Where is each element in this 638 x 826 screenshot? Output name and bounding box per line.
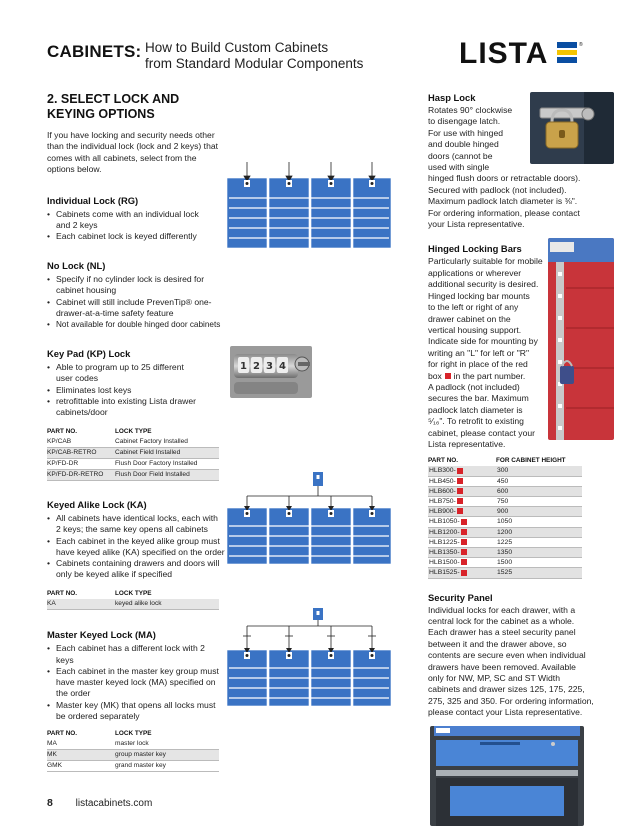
hasp-lock-block: Hasp Lock Rotates 90° clockwise to disengage latch. For use with hinged and double hinged doors (cannot be used with single hinged flush doors or retractable doors). Secured with padlock (not included). Maximum padlock latch diameter is ⅜". For ordering information, please contact your Lista representative. — [428, 92, 588, 230]
list-item: • Able to program up to 25 different user codes — [47, 362, 199, 384]
master-keyed-title: Master Keyed Lock (MA) — [47, 629, 156, 641]
red-box-icon — [461, 519, 467, 525]
table-row: KP/CAB-RETRO Cabinet Field Installed — [47, 448, 219, 459]
keyed-alike-table: PART NO. LOCK TYPE KA keyed alike lock — [47, 589, 219, 610]
page-number: 8 — [47, 797, 53, 809]
security-panel-title: Security Panel — [428, 591, 493, 603]
keypad-lock-photo — [230, 346, 312, 398]
hinged-bars-block: Hinged Locking Bars Particularly suitable for mobile applications or wherever additional security is desired. Hinged locking bar mounts to the left or right of any drawer cabinet on the vertical housing support. Indicate side for mounting by writing an "L" for left or "R" for right in place of the red box in the part number. A padlock (not included) secures the bar. Maximum padlock latch diameter is ⁵⁄₁₆". To retrofit to existing cabinet, please contact your Lista representative. PART NO. FOR CABINET HEIGHT HLB300- 300 HLB450- 450 HLB600- 600 HLB750- 750 HLB900- 900 HLB1050- 1050 HLB1200- 1200 HLB1225- 1225 HLB1350- 1350 HLB1500- 1500 HLB1525- 1525 — [428, 243, 588, 578]
table-row: HLB300- 300 — [428, 466, 582, 476]
red-box-icon — [461, 570, 467, 576]
header-subtitle-line2: from Standard Modular Components — [145, 56, 364, 71]
section-intro: If you have locking and security needs other than the individual lock (lock and 2 keys) that comes with all cabinets, select from the options below. — [47, 130, 219, 175]
red-box-icon — [461, 529, 467, 535]
table-row: HLB1050- 1050 — [428, 517, 582, 527]
master-keyed-table: PART NO. LOCK TYPE MA master lock MK group master key GMK grand master key — [47, 729, 219, 772]
table-row: HLB1350- 1350 — [428, 548, 582, 558]
table-row: HLB450- 450 — [428, 476, 582, 486]
no-lock-block — [47, 260, 227, 330]
list-item: • Each cabinet in the keyed alike group must have keyed alike (KA) specified on the order — [47, 536, 225, 558]
list-item: • Specify if no cylinder lock is desired for cabinet housing — [47, 274, 222, 296]
list-item: • Not available for double hinged door cabinets — [47, 319, 222, 330]
individual-lock-block — [47, 195, 227, 243]
list-item: • Cabinet will still include PrevenTip® one-drawer-at-a-time safety feature — [47, 297, 222, 319]
table-row: KA keyed alike lock — [47, 599, 219, 610]
lista-logo-text: LISTA — [459, 38, 549, 66]
keyed-alike-diagram — [225, 470, 393, 566]
table-row: HLB900- 900 — [428, 507, 582, 517]
page-header — [47, 38, 607, 78]
red-box-icon — [445, 373, 451, 379]
red-box-icon — [461, 559, 467, 565]
lista-logo — [459, 38, 589, 66]
list-item: • Eliminates lost keys — [47, 385, 199, 396]
table-row: KP/FD-DR Flush Door Factory Installed — [47, 459, 219, 470]
security-panel-photo — [430, 726, 584, 826]
table-row: HLB1500- 1500 — [428, 558, 582, 568]
hasp-lock-title: Hasp Lock — [428, 92, 476, 103]
table-row: HLB1225- 1225 — [428, 537, 582, 547]
list-item: • Each cabinet in the master key group must have master keyed lock (MA) specified on the order — [47, 666, 219, 700]
red-box-icon — [457, 468, 463, 474]
table-row: GMK grand master key — [47, 760, 219, 771]
red-box-icon — [457, 488, 463, 494]
keyed-alike-title: Keyed Alike Lock (KA) — [47, 499, 147, 511]
master-keyed-block — [47, 629, 227, 771]
header-title: CABINETS: — [47, 42, 142, 61]
table-row: HLB1525- 1525 — [428, 568, 582, 578]
table-row: KP/FD-DR-RETRO Flush Door Field Installed — [47, 470, 219, 481]
list-item: • retrofittable into existing Lista drawer cabinets/door — [47, 396, 199, 418]
hasp-lock-photo — [530, 92, 614, 164]
table-row: MK group master key — [47, 749, 219, 760]
no-lock-title: No Lock (NL) — [47, 260, 106, 272]
footer-url[interactable]: listacabinets.com — [75, 798, 153, 809]
red-box-icon — [461, 539, 467, 545]
list-item: • Master key (MK) that opens all locks must be ordered separately — [47, 700, 219, 722]
security-panel-block: Security Panel Individual locks for each drawer, with a central lock for the cabinet as a whole. Each drawer has a steel security panel between it and the drawer above, so contents are secure even when individual drawers have been removed. Available only for NW, MP, SC and ST Width cabinets and drawer sizes 125, 175, 225, 275, 325 and 350. For ordering information, please contact your Lista representative. — [428, 591, 594, 718]
hinged-bars-title: Hinged Locking Bars — [428, 243, 522, 255]
section-title: 2. SELECT LOCK AND KEYING OPTIONS — [47, 92, 180, 121]
master-keyed-diagram — [225, 608, 393, 708]
svg-text:3: 3 — [266, 361, 273, 372]
header-subtitle — [145, 40, 363, 72]
svg-text:®: ® — [579, 42, 583, 48]
list-item: • Cabinets containing drawers and doors will only be keyed alike if specified — [47, 558, 225, 580]
table-row: MA master lock — [47, 739, 219, 750]
svg-text:2: 2 — [253, 361, 260, 372]
keypad-title: Key Pad (KP) Lock — [47, 348, 131, 360]
keyed-alike-block — [47, 499, 227, 610]
table-row: HLB750- 750 — [428, 496, 582, 506]
hinged-locking-bar-photo — [548, 238, 614, 440]
header-subtitle-line1: How to Build Custom Cabinets — [145, 40, 329, 55]
list-item: • All cabinets have identical locks, each with 2 keys; the same key opens all cabinets — [47, 513, 225, 535]
red-box-icon — [461, 549, 467, 555]
list-item: • Each cabinet lock is keyed differently — [47, 231, 207, 242]
individual-lock-diagram — [225, 160, 393, 256]
red-box-icon — [457, 498, 463, 504]
keypad-table: PART NO. LOCK TYPE KP/CAB Cabinet Factory Installed KP/CAB-RETRO Cabinet Field Installed KP/FD-DR Flush Door Factory Installed KP/FD-DR-RETRO Flush Door Field Installed — [47, 427, 219, 481]
red-box-icon — [457, 478, 463, 484]
svg-text:1: 1 — [240, 361, 247, 372]
hinged-bars-table: PART NO. FOR CABINET HEIGHT HLB300- 300 HLB450- 450 HLB600- 600 HLB750- 750 HLB900- 900 HLB1050- 1050 HLB1200- 1200 HLB1225- 1225 HLB1350- 1350 HLB1500- 1500 HLB1525- 1525 — [428, 456, 582, 578]
page-footer — [47, 797, 152, 809]
list-item: • Cabinets come with an individual lock and 2 keys — [47, 209, 207, 231]
table-row: KP/CAB Cabinet Factory Installed — [47, 437, 219, 448]
list-item: • Each cabinet has a different lock with 2 keys — [47, 643, 219, 665]
left-column — [47, 92, 227, 772]
individual-lock-title: Individual Lock (RG) — [47, 194, 139, 206]
red-box-icon — [457, 508, 463, 514]
svg-text:4: 4 — [279, 361, 286, 372]
keypad-block — [47, 348, 227, 481]
table-row: HLB600- 600 — [428, 486, 582, 496]
table-row: HLB1200- 1200 — [428, 527, 582, 537]
